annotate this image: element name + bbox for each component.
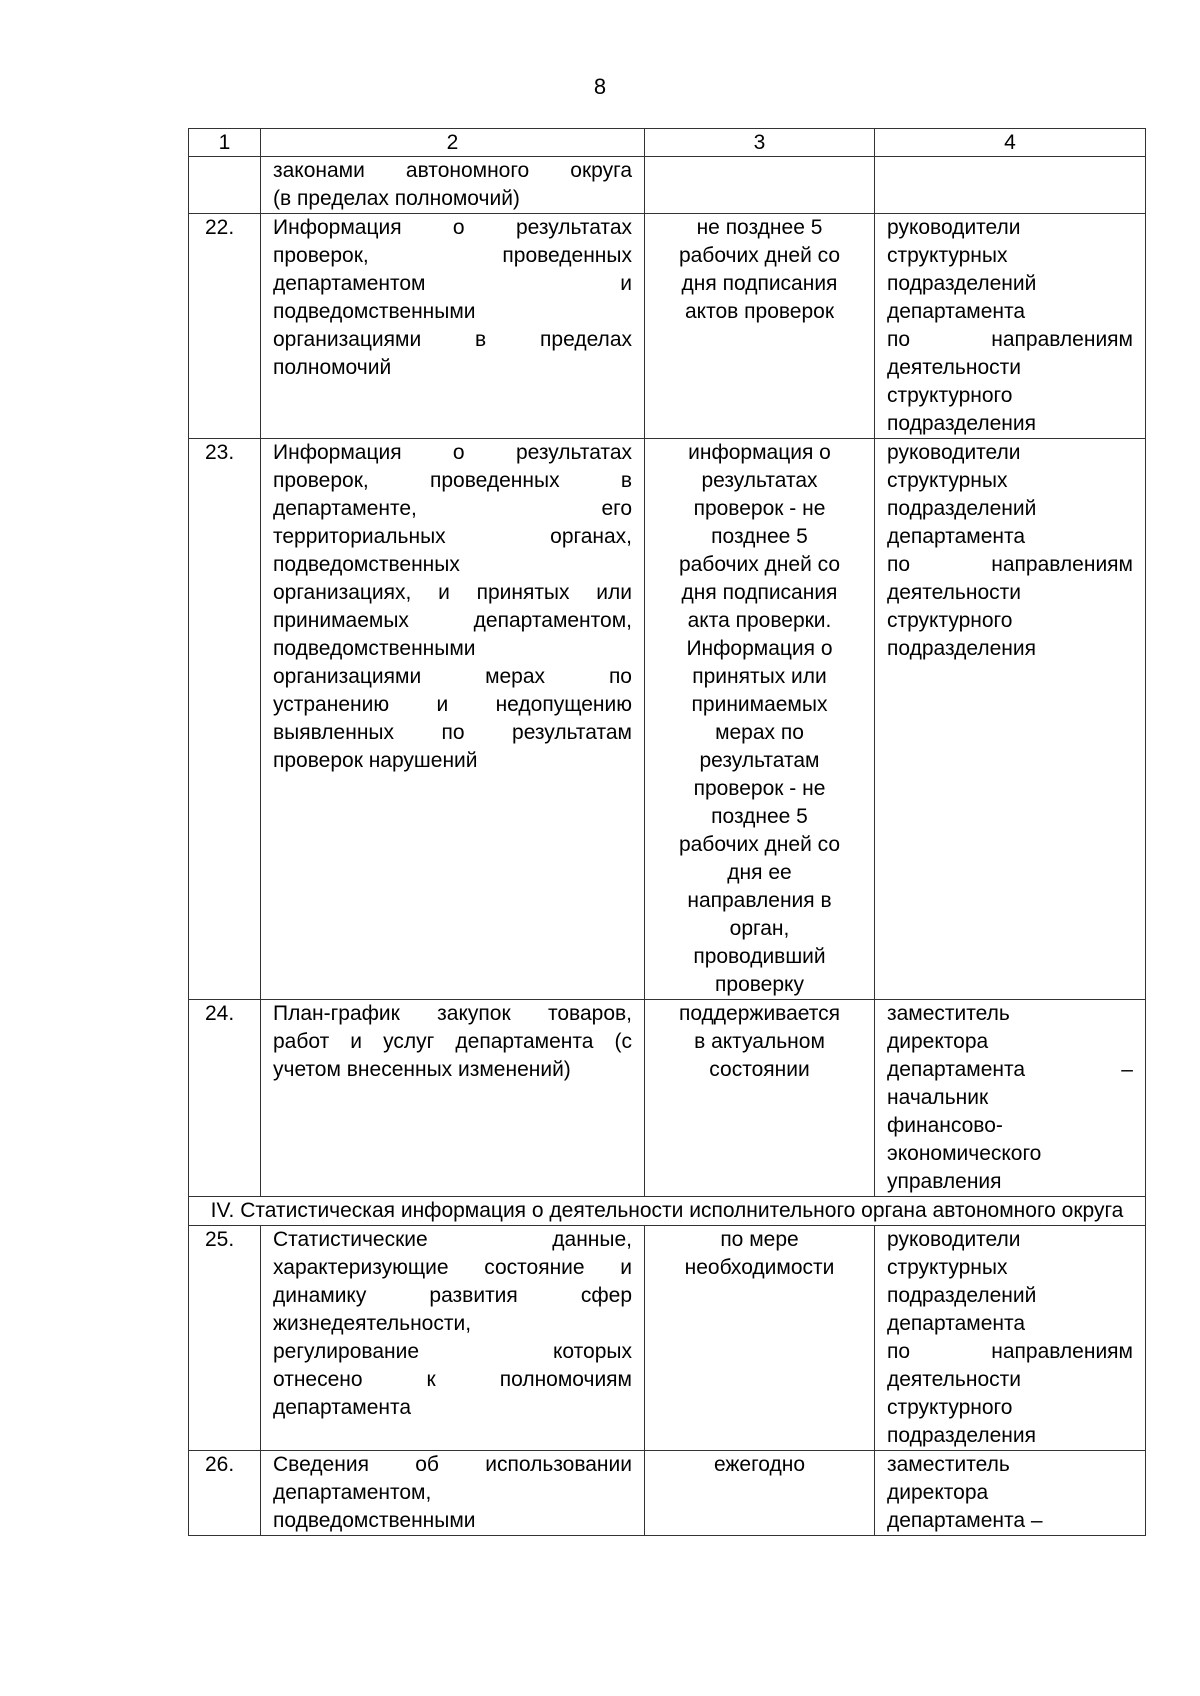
row-description-line: территориальных органах,	[273, 525, 632, 548]
row-description	[261, 1000, 645, 1197]
section-header: IV. Статистическая информация о деятельности исполнительного органа автономного округа	[189, 1197, 1146, 1226]
row-description	[261, 214, 645, 439]
row-responsible-line: экономического	[887, 1142, 1042, 1165]
row-responsible-line: заместитель	[887, 1453, 1010, 1476]
column-header-row	[189, 129, 1146, 157]
row-responsible-line: управления	[887, 1170, 1002, 1193]
row-number: 23.	[189, 439, 261, 1000]
row-description-line: регулирование которых	[273, 1340, 632, 1363]
row-description-line: департаментом,	[273, 1481, 432, 1504]
row-description-line: жизнедеятельности,	[273, 1312, 472, 1335]
column-header-4: 4	[875, 129, 1146, 157]
page-number: 8	[593, 74, 607, 99]
row-responsible-line: структурного	[887, 609, 1013, 632]
row-responsible-line: финансово-	[887, 1114, 1003, 1137]
section-header-row	[189, 1197, 1146, 1226]
document-table	[188, 128, 1146, 1536]
row-deadline: информация о результатах проверок - не позднее 5 рабочих дней со дня подписания акта проверки. Информация о принятых или принимаемых мерах по результатам проверок - не позднее 5 рабочих дней со дня ее направления в орган, проводивший проверку	[645, 439, 875, 1000]
row-deadline	[645, 157, 875, 214]
row-responsible-line: департамента –	[887, 1058, 1133, 1081]
row-description-line: департаментом и	[273, 272, 632, 295]
row-description-line: работ и услуг департамента (с	[273, 1030, 632, 1053]
row-responsible-line: заместитель	[887, 1002, 1010, 1025]
row-description-line: принимаемых департаментом,	[273, 609, 632, 632]
row-responsible-line: по направлениям	[887, 1340, 1133, 1363]
table-row	[189, 439, 1146, 1000]
column-header-2: 2	[261, 129, 645, 157]
row-description-line: учетом внесенных изменений)	[273, 1058, 571, 1081]
row-description-line: проверок, проведенных в	[273, 469, 632, 492]
row-responsible-line: начальник	[887, 1086, 989, 1109]
row-description-line: Сведения об использовании	[273, 1453, 632, 1476]
row-responsible-line: руководители	[887, 1228, 1021, 1251]
row-responsible-line: подразделений	[887, 272, 1037, 295]
row-deadline: не позднее 5 рабочих дней со дня подписания актов проверок	[645, 214, 875, 439]
row-responsible-line: директора	[887, 1030, 989, 1053]
row-responsible-line: руководители	[887, 216, 1021, 239]
row-number: 22.	[189, 214, 261, 439]
column-header-1: 1	[189, 129, 261, 157]
row-responsible-line: департамента	[887, 300, 1026, 323]
row-description-line: устранению и недопущению	[273, 693, 632, 716]
row-description-line: подведомственными	[273, 300, 476, 323]
row-responsible-line: департамента –	[887, 1509, 1043, 1532]
row-description-line: План-график закупок товаров,	[273, 1002, 632, 1025]
row-number	[189, 157, 261, 214]
row-responsible-line: структурных	[887, 469, 1008, 492]
row-description-line: выявленных по результатам	[273, 721, 632, 744]
table-body	[189, 129, 1146, 1536]
row-deadline: поддерживается в актуальном состоянии	[645, 1000, 875, 1197]
row-responsible-line: деятельности	[887, 356, 1021, 379]
row-description-line: департаменте, его	[273, 497, 632, 520]
row-description-line: организациями мерах по	[273, 665, 632, 688]
table-row	[189, 1451, 1146, 1536]
row-description-line: Информация о результатах	[273, 441, 632, 464]
row-responsible-line: деятельности	[887, 1368, 1021, 1391]
row-responsible	[875, 1451, 1146, 1536]
row-responsible-line: деятельности	[887, 581, 1021, 604]
row-description-line: организациями в пределах	[273, 328, 632, 351]
row-deadline: по мере необходимости	[645, 1226, 875, 1451]
row-number: 24.	[189, 1000, 261, 1197]
row-responsible-line: структурного	[887, 1396, 1013, 1419]
row-description-line: Статистические данные,	[273, 1228, 632, 1251]
row-responsible-line: подразделений	[887, 1284, 1037, 1307]
row-description-line: проверок, проведенных	[273, 244, 632, 267]
row-responsible	[875, 1000, 1146, 1197]
row-responsible	[875, 214, 1146, 439]
row-description-line: Информация о результатах	[273, 216, 632, 239]
row-description	[261, 157, 645, 214]
row-description	[261, 1451, 645, 1536]
row-description-line: департамента	[273, 1396, 412, 1419]
table-row	[189, 1226, 1146, 1451]
row-description-line: отнесено к полномочиям	[273, 1368, 632, 1391]
row-responsible-line: департамента	[887, 525, 1026, 548]
row-responsible-line: структурных	[887, 1256, 1008, 1279]
row-responsible	[875, 157, 1146, 214]
row-number: 25.	[189, 1226, 261, 1451]
row-responsible-line: подразделения	[887, 1424, 1036, 1447]
row-responsible-line: структурных	[887, 244, 1008, 267]
row-responsible-line: по направлениям	[887, 553, 1133, 576]
row-description-line: подведомственными	[273, 1509, 476, 1532]
table-row	[189, 157, 1146, 214]
table-row	[189, 214, 1146, 439]
row-description-line: законами автономного округа	[273, 159, 632, 182]
row-responsible-line: подразделения	[887, 412, 1036, 435]
row-responsible-line: подразделения	[887, 637, 1036, 660]
table-row	[189, 1000, 1146, 1197]
row-responsible-line: департамента	[887, 1312, 1026, 1335]
row-description-line: характеризующие состояние и	[273, 1256, 632, 1279]
row-responsible-line: руководители	[887, 441, 1021, 464]
row-number: 26.	[189, 1451, 261, 1536]
row-description-line: организациях, и принятых или	[273, 581, 632, 604]
row-description-line: динамику развития сфер	[273, 1284, 632, 1307]
row-responsible-line: подразделений	[887, 497, 1037, 520]
row-deadline: ежегодно	[645, 1451, 875, 1536]
row-description-line: подведомственных	[273, 553, 460, 576]
column-header-3: 3	[645, 129, 875, 157]
row-responsible	[875, 439, 1146, 1000]
row-description-line: проверок нарушений	[273, 749, 478, 772]
row-responsible-line: структурного	[887, 384, 1013, 407]
row-responsible-line: директора	[887, 1481, 989, 1504]
row-description-line: подведомственными	[273, 637, 476, 660]
row-description	[261, 1226, 645, 1451]
row-description-line: полномочий	[273, 356, 392, 379]
row-responsible-line: по направлениям	[887, 328, 1133, 351]
row-description-line: (в пределах полномочий)	[273, 187, 520, 210]
row-responsible	[875, 1226, 1146, 1451]
row-description	[261, 439, 645, 1000]
